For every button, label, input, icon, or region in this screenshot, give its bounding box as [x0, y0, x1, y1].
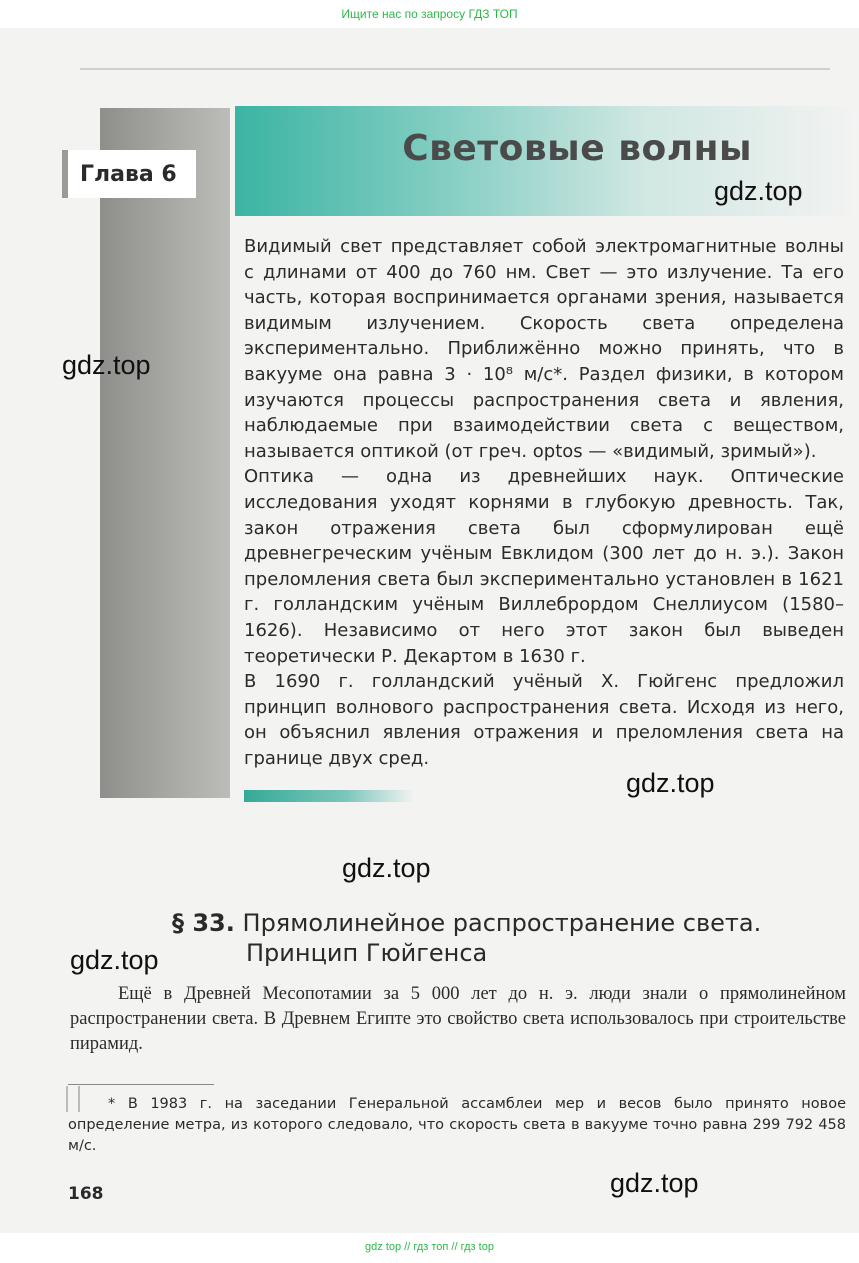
watermark: gdz.top: [62, 350, 151, 380]
page-number: 168: [68, 1184, 104, 1204]
intro-paragraph: Оптика — одна из древнейших наук. Оптические исследования уходят корнями в глубокую древность. Так, закон отражения света был сформулирован ещё древнегреческим учёным Евклидом (300 лет до н. э.). Закон преломления света был экспериментально установлен в 1621 г. голландским учёным Виллебрордом Снеллиусом (1580–1626). Независимо от него этот закон был выведен теоретически Р. Декартом в 1630 г.: [244, 466, 844, 667]
intro-end-bar: [244, 790, 414, 802]
footnote: * В 1983 г. на заседании Генеральной ассамблеи мер и весов было принято новое определение метра, из которого следовало, что скорость света в вакууме точно равна 299 792 458 м/с.: [68, 1096, 846, 1154]
watermark: gdz.top: [626, 768, 715, 798]
bottom-banner: gdz top // гдз топ // гдз top: [0, 1233, 859, 1263]
watermark: gdz.top: [714, 176, 803, 206]
section-body-paragraph: Ещё в Древней Месопотамии за 5 000 лет до н. э. люди знали о прямолинейном распространении света. В Древнем Египте это свойство света использовалось при строительстве пирамид.: [70, 984, 846, 1054]
bleed-through-line: [80, 68, 830, 70]
chapter-label: Глава 6: [80, 162, 177, 187]
chapter-side-strip: [100, 108, 230, 798]
intro-paragraph: Видимый свет представляет собой электромагнитные волны с длинами от 400 до 760 нм. Свет — это излучение. Та его часть, которая воспринимается органами зрения, называется видимым излучением. Скорость света определена экспериментально. Приближённо можно принять, что в вакууме она равна 3 · 10⁸ м/с*. Раздел физики, в котором изучаются процессы распространения света и явления, наблюдаемые при взаимодействии света с веществом, называется оптикой (от греч. optos — «видимый, зримый»).: [244, 236, 844, 462]
section-number: § 33.: [172, 909, 235, 937]
footnote-rule: [68, 1084, 214, 1085]
chapter-title: Световые волны: [402, 128, 752, 169]
watermark: gdz.top: [610, 1168, 699, 1198]
textbook-page: [0, 28, 859, 1233]
watermark: gdz.top: [70, 945, 159, 975]
section-title-line1: Прямолинейное распространение света.: [242, 909, 762, 937]
section-heading: [172, 908, 761, 968]
section-title-line2: Принцип Гюйгенса: [246, 939, 488, 967]
top-banner: Ищите нас по запросу ГДЗ ТОП: [0, 0, 859, 28]
chapter-intro: [244, 234, 844, 771]
intro-paragraph: В 1690 г. голландский учёный Х. Гюйгенс предложил принцип волнового распространения света. Исходя из него, он объяснил явления отражения и преломления света на границе двух сред.: [244, 671, 844, 769]
watermark: gdz.top: [342, 853, 431, 883]
